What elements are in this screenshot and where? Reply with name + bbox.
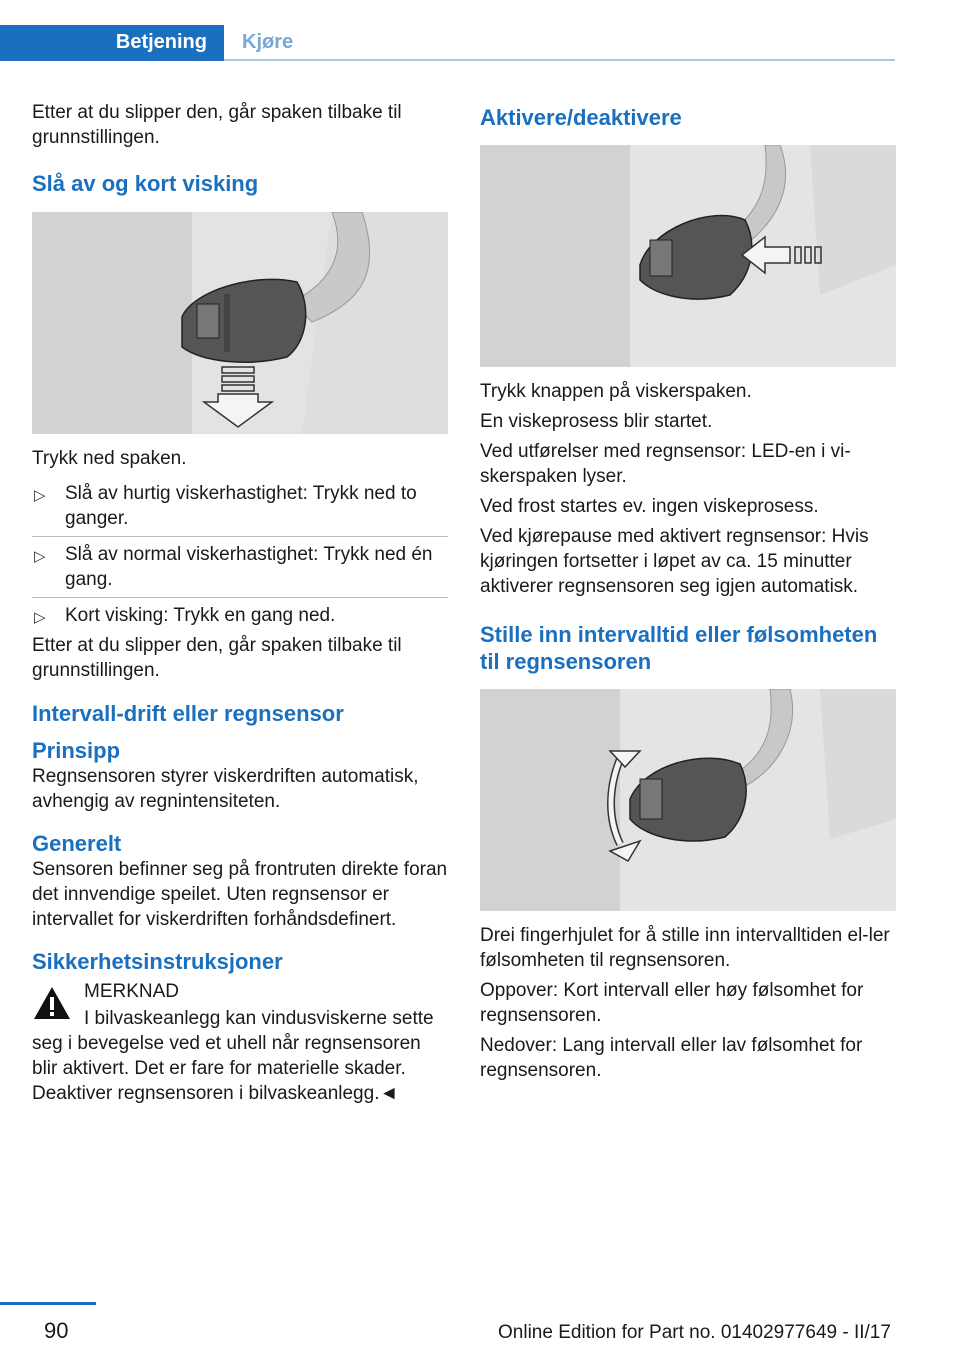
list-item bbox=[32, 476, 448, 537]
after-release-text: Etter at du slipper den, går spaken tilbake til grunnstillingen. bbox=[32, 635, 402, 681]
list-item-text: Kort visking: Trykk en gang ned. bbox=[65, 605, 336, 626]
down-text: Nedover: Lang intervall eller lav følsomhet for regnsensoren. bbox=[480, 1035, 863, 1081]
tab-kjore[interactable] bbox=[224, 25, 895, 61]
figure-finger-wheel bbox=[480, 689, 896, 911]
up-text: Oppover: Kort intervall eller høy følsomhet for regnsensoren. bbox=[480, 980, 864, 1026]
footer-rule bbox=[0, 1302, 96, 1305]
wipe-started-text: En viskeprosess blir startet. bbox=[480, 411, 713, 432]
chapter-tabs bbox=[0, 25, 895, 63]
intro-text: Etter at du slipper den, går spaken tilbake til grunnstillingen. bbox=[32, 102, 402, 148]
list-item-text: Slå av hurtig viskerhastighet: Trykk ned to ganger. bbox=[65, 483, 417, 529]
heading-generelt: Generelt bbox=[32, 831, 122, 856]
figure-press-lever-down bbox=[32, 212, 448, 434]
tab-betjening[interactable] bbox=[0, 25, 224, 61]
page-number: 90 bbox=[44, 1318, 69, 1343]
warning-box bbox=[32, 979, 448, 1004]
heading-sikkerhet: Sikkerhetsinstruksjoner bbox=[32, 949, 283, 974]
press-button-text: Trykk knappen på viskerspaken. bbox=[480, 381, 752, 402]
figure-press-button bbox=[480, 145, 896, 367]
bullet-list bbox=[32, 476, 448, 633]
warning-text: I bilvaskeanlegg kan vindusviskerne sette seg i bevegelse ved et uhell når regnsensoren blir aktivert. Det er fare for materielle skader. Deaktiver regnsensoren i bilvaskeanlegg.◄ bbox=[32, 1008, 434, 1104]
tab-kjore-label: Kjøre bbox=[242, 31, 294, 53]
generelt-text: Sensoren befinner seg på frontruten direkte foran det innvendige speilet. Uten regnsensor er intervallet for viskerdriften forhåndsdefinert. bbox=[32, 859, 448, 930]
wheel-text: Drei fingerhjulet for å stille inn intervalltiden el-ler følsomheten til regnsensoren. bbox=[480, 925, 890, 971]
heading-aktivere: Aktivere/deaktivere bbox=[480, 105, 682, 130]
heading-prinsipp: Prinsipp bbox=[32, 738, 121, 763]
triangle-icon: ▷ bbox=[34, 487, 46, 504]
heading-intervall: Intervall-drift eller regnsensor bbox=[32, 701, 344, 726]
left-column bbox=[32, 100, 448, 1111]
warning-title: MERKNAD bbox=[84, 981, 180, 1002]
right-column bbox=[480, 100, 896, 1088]
list-item bbox=[32, 537, 448, 598]
triangle-icon: ▷ bbox=[34, 548, 46, 565]
header-rule bbox=[224, 59, 895, 61]
frost-text: Ved frost startes ev. ingen viskeprosess. bbox=[480, 496, 819, 517]
heading-stille-inn: Stille inn intervalltid eller følsomheten til regnsensoren bbox=[480, 622, 878, 674]
list-item-text: Slå av normal viskerhastighet: Trykk ned én gang. bbox=[65, 544, 433, 590]
press-down-text: Trykk ned spaken. bbox=[32, 448, 187, 469]
led-text: Ved utførelser med regnsensor: LED-en i vi-skerspaken lyser. bbox=[480, 441, 851, 487]
warning-triangle-icon bbox=[32, 985, 72, 1021]
list-item bbox=[32, 598, 448, 633]
pause-text: Ved kjørepause med aktivert regnsensor: Hvis kjøringen fortsetter i løpet av ca. 15 minutter aktiverer regnsensoren seg igjen automatisk. bbox=[480, 526, 869, 597]
prinsipp-text: Regnsensoren styrer viskerdriften automatisk, avhengig av regnintensiteten. bbox=[32, 766, 419, 812]
edition-text: Online Edition for Part no. 01402977649 - II/17 bbox=[498, 1322, 891, 1343]
heading-sla-av: Slå av og kort visking bbox=[32, 171, 259, 196]
triangle-icon: ▷ bbox=[34, 609, 46, 626]
tab-betjening-label: Betjening bbox=[115, 31, 207, 53]
